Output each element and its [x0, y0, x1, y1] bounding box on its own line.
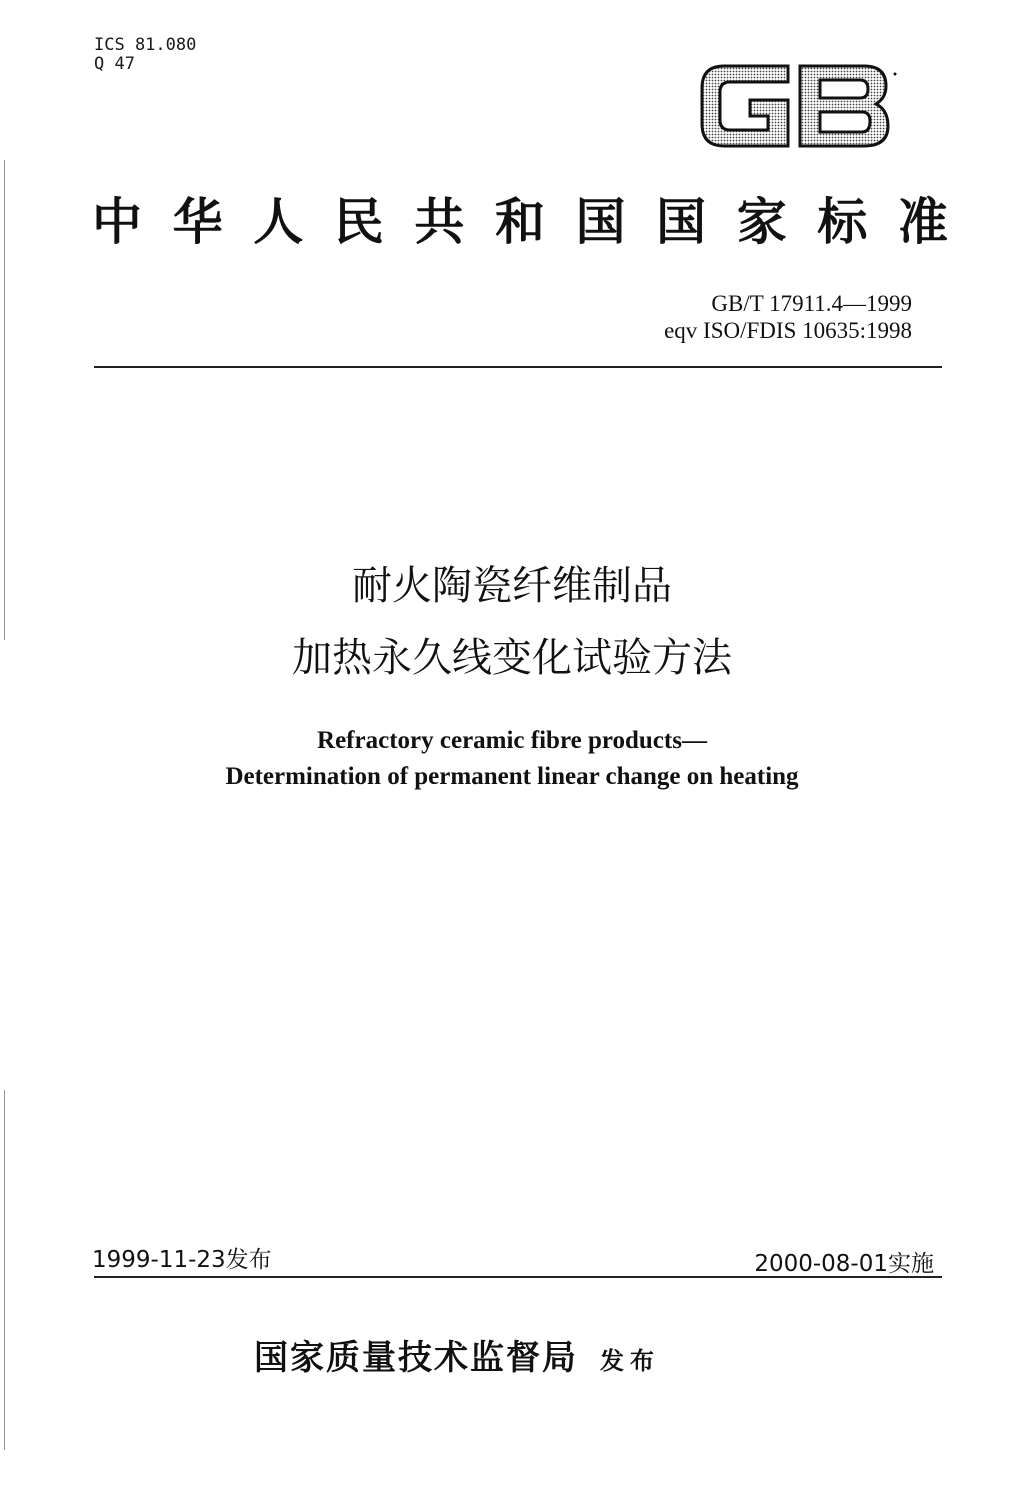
- title-char: 国: [656, 192, 707, 251]
- standard-number-block: [664, 290, 912, 344]
- title-char: 人: [253, 192, 304, 251]
- ccs-code: Q 47: [94, 54, 135, 74]
- gb-logo: [696, 52, 900, 156]
- national-standard-title: [92, 192, 948, 252]
- chinese-title-line2: 加热永久线变化试验方法: [292, 635, 732, 681]
- footer-divider: [94, 1276, 942, 1278]
- header-divider: [94, 366, 942, 368]
- chinese-title-line1: 耐火陶瓷纤维制品: [352, 563, 672, 609]
- title-char: 标: [817, 192, 868, 251]
- title-char: 民: [333, 192, 384, 251]
- title-char: 国: [575, 192, 626, 251]
- english-title-line1: Refractory ceramic fibre products—: [317, 727, 707, 754]
- scan-edge-line: [4, 1090, 5, 1450]
- title-char: 家: [736, 192, 787, 251]
- publisher: [254, 1330, 660, 1379]
- classification-codes: [94, 36, 196, 74]
- title-char: 和: [494, 192, 545, 251]
- ics-code: ICS 81.080: [94, 35, 197, 55]
- title-char: 共: [414, 192, 465, 251]
- publisher-name: 国家质量技术监督局: [254, 1338, 578, 1378]
- english-title-line2: Determination of permanent linear change on heating: [225, 763, 799, 790]
- implementation-date: 2000-08-01实施: [754, 1251, 934, 1277]
- title-char: 准: [897, 192, 948, 251]
- standard-number: GB/T 17911.4—1999: [711, 291, 912, 316]
- issue-date: 1999-11-23发布: [92, 1247, 272, 1273]
- equivalent-standard: eqv ISO/FDIS 10635:1998: [664, 318, 912, 343]
- publisher-action: 发布: [600, 1346, 660, 1375]
- title-char: 中: [92, 192, 142, 251]
- title-char: 华: [172, 192, 223, 251]
